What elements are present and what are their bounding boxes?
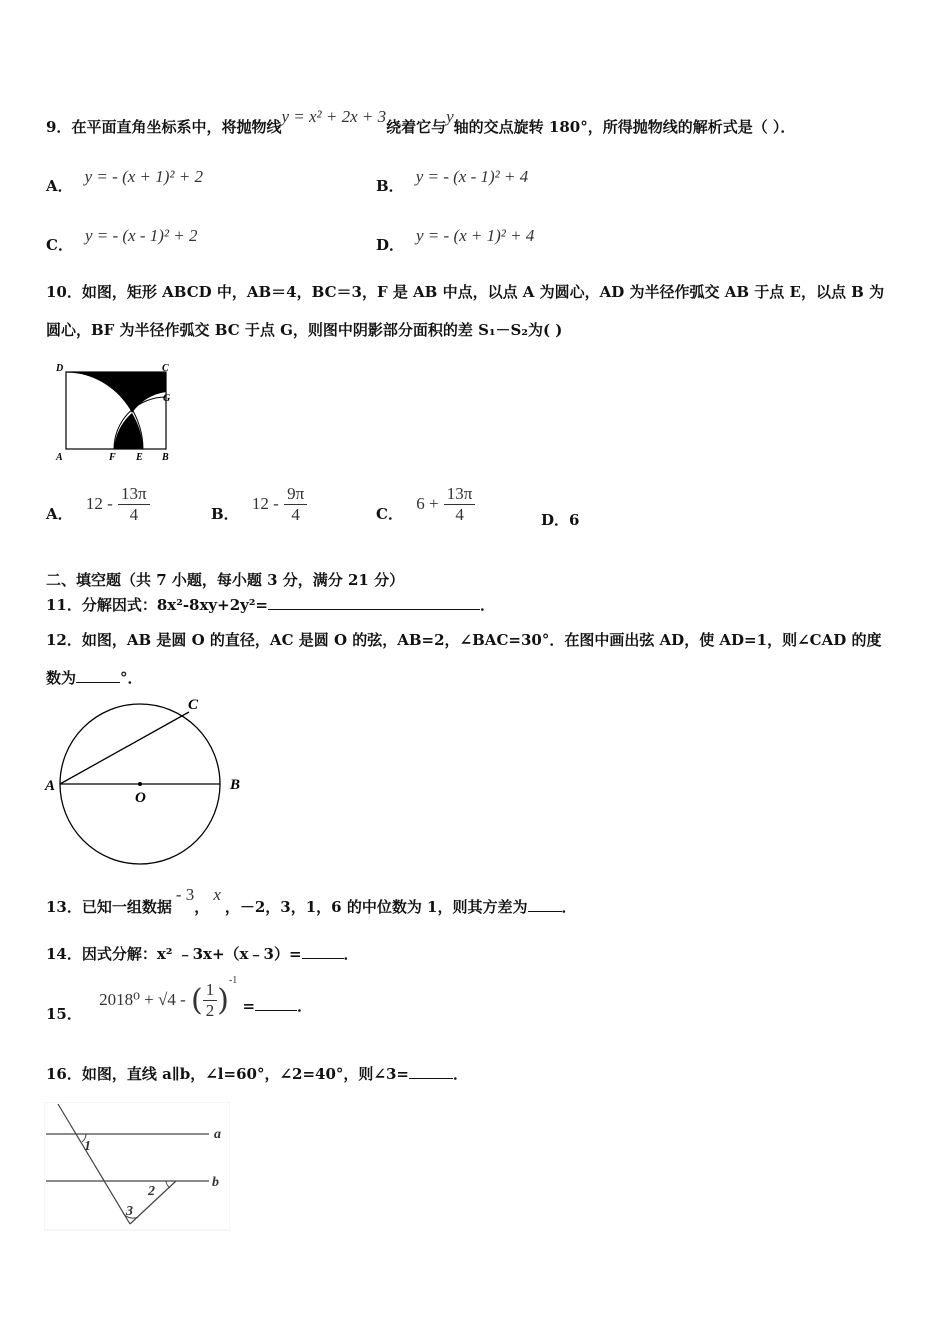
fraction-denominator: 2 [205, 1001, 215, 1020]
label-c: C [162, 363, 169, 374]
shaded-region-s2 [114, 413, 143, 449]
q12-line1: 12．如图，AB 是圆 O 的直径，AC 是圆 O 的弦，AB=2，∠BAC=30°．在图中画出弦 AD，使 AD=1，则∠CAD 的度 [46, 631, 882, 649]
option-fraction [284, 484, 307, 525]
q16-figure [44, 1102, 230, 1232]
answer-blank[interactable] [268, 595, 480, 610]
fraction-numerator: 13π [118, 484, 150, 505]
q15-exponent: -1 [228, 974, 238, 986]
q9-option-d [376, 225, 535, 254]
q15-eq: = [242, 996, 256, 1015]
q9-formula: y = x² + 2x + 3 [281, 107, 387, 126]
label-c: C [188, 697, 199, 713]
q9-text-c: 轴的交点旋转 180°，所得抛物线的解析式是（ ）． [453, 118, 796, 136]
q11-question [46, 594, 495, 615]
label-d: D [56, 363, 64, 374]
q15-question [46, 974, 313, 1023]
answer-blank[interactable] [76, 668, 120, 683]
option-label: A． [46, 504, 73, 523]
q9-option-a [46, 166, 203, 195]
q10-line1: 10．如图，矩形 ABCD 中，AB＝4，BC＝3，F 是 AB 中点，以点 A 为圆心，AD 为半径作弧交 AB 于点 E，以点 B 为 [46, 283, 885, 301]
option-text: 6 [569, 511, 580, 529]
answer-blank[interactable] [302, 944, 344, 959]
q10-option-b [211, 484, 307, 525]
q11-end: ． [480, 596, 496, 614]
q10-option-d [541, 509, 579, 530]
q16-question [46, 1063, 468, 1084]
option-expr: y = - (x + 1)² + 4 [416, 226, 535, 245]
q9-text-a: 在平面直角坐标系中，将抛物线 [71, 118, 282, 136]
label-f: F [109, 452, 116, 462]
label-g: G [163, 393, 171, 404]
chord-ac [60, 712, 189, 784]
q10-figure [52, 362, 177, 462]
q12-line2b: °． [120, 669, 143, 687]
q12-figure [42, 694, 252, 870]
q14-text: 14．因式分解：x² ﹣3x+（x﹣3）= [46, 945, 302, 963]
fraction-numerator: 1 [203, 980, 218, 1001]
q9-number: 9． [46, 118, 72, 136]
fraction-denominator: 4 [291, 505, 300, 524]
q9-option-c [46, 225, 198, 254]
q16-text: 16．如图，直线 a∥b，∠l=60°，∠2=40°，则∠3= [46, 1065, 409, 1083]
fraction-numerator: 9π [284, 484, 307, 505]
fraction-numerator: 13π [444, 484, 476, 505]
option-label: B． [211, 504, 239, 523]
label-angle-2: 2 [148, 1184, 155, 1199]
label-a: A [56, 452, 63, 462]
q15-end: ． [297, 996, 313, 1015]
option-label: D． [376, 236, 405, 254]
option-label: A． [46, 177, 73, 195]
q9-question [46, 107, 796, 137]
q9-option-b [376, 166, 529, 195]
q11-text: 11．分解因式：8x²-8xy+2y²= [46, 596, 269, 614]
label-o: O [135, 790, 146, 806]
option-lead: 12 - [85, 493, 113, 513]
q15-fraction [203, 980, 218, 1021]
label-b: b [212, 1175, 219, 1190]
option-fraction [444, 484, 476, 525]
label-a: a [214, 1127, 221, 1142]
center-point [138, 782, 142, 786]
option-fraction [118, 484, 150, 525]
q15-paren: ( [191, 983, 203, 1018]
q12-line2 [46, 667, 143, 688]
label-a: A [45, 778, 56, 794]
fraction-denominator: 4 [455, 505, 464, 524]
option-expr: y = - (x - 1)² + 4 [415, 167, 529, 186]
label-angle-1: 1 [84, 1139, 91, 1154]
q13-text-b: ，－2，3，1，6 的中位数为 1，则其方差为 [224, 898, 528, 916]
option-lead: 12 - [251, 493, 279, 513]
option-label: C． [46, 236, 73, 254]
answer-blank[interactable] [409, 1064, 453, 1079]
q9-text-b: 绕着它与 [386, 118, 447, 136]
option-expr: y = - (x - 1)² + 2 [84, 226, 198, 245]
shaded-region-s1 [66, 372, 166, 413]
q16-end: ． [452, 1065, 468, 1083]
label-angle-3: 3 [126, 1204, 133, 1219]
q13-text-a: 13．已知一组数据 [46, 898, 172, 916]
answer-blank[interactable] [528, 897, 562, 912]
q13-end: ． [561, 898, 577, 916]
q14-question [46, 943, 359, 964]
fraction-denominator: 4 [129, 505, 139, 524]
option-label: B． [376, 177, 404, 195]
q10-option-c [376, 484, 475, 525]
q15-label: 15． [46, 1004, 82, 1023]
option-label: C． [376, 504, 403, 523]
q13-value-x: x [213, 885, 221, 904]
q13-value-1: - 3 [175, 885, 195, 904]
q15-paren-close: ) [217, 983, 229, 1018]
q10-line2: 圆心，BF 为半径作弧交 BC 于点 G，则图中阴影部分面积的差 S₁－S₂为( ) [46, 321, 563, 339]
q15-expr: 2018⁰ + √4 - [99, 989, 186, 1009]
angle-2-arc [166, 1181, 170, 1188]
q13-sep: ， [194, 898, 210, 916]
transversal-1 [58, 1104, 130, 1224]
q14-end: ． [343, 945, 359, 963]
q12-line2a: 数为 [46, 669, 77, 687]
label-b: B [162, 452, 169, 462]
section-heading: 二、填空题（共 7 小题，每小题 3 分，满分 21 分） [46, 571, 405, 589]
q13-question [46, 885, 577, 917]
option-lead: 6 + [416, 493, 439, 513]
q9-axis: y [446, 107, 454, 126]
option-label: D． [541, 511, 570, 529]
answer-blank[interactable] [255, 996, 297, 1011]
label-b: B [230, 777, 241, 793]
option-expr: y = - (x + 1)² + 2 [84, 167, 203, 186]
label-e: E [136, 452, 143, 462]
q10-option-a [46, 484, 150, 525]
